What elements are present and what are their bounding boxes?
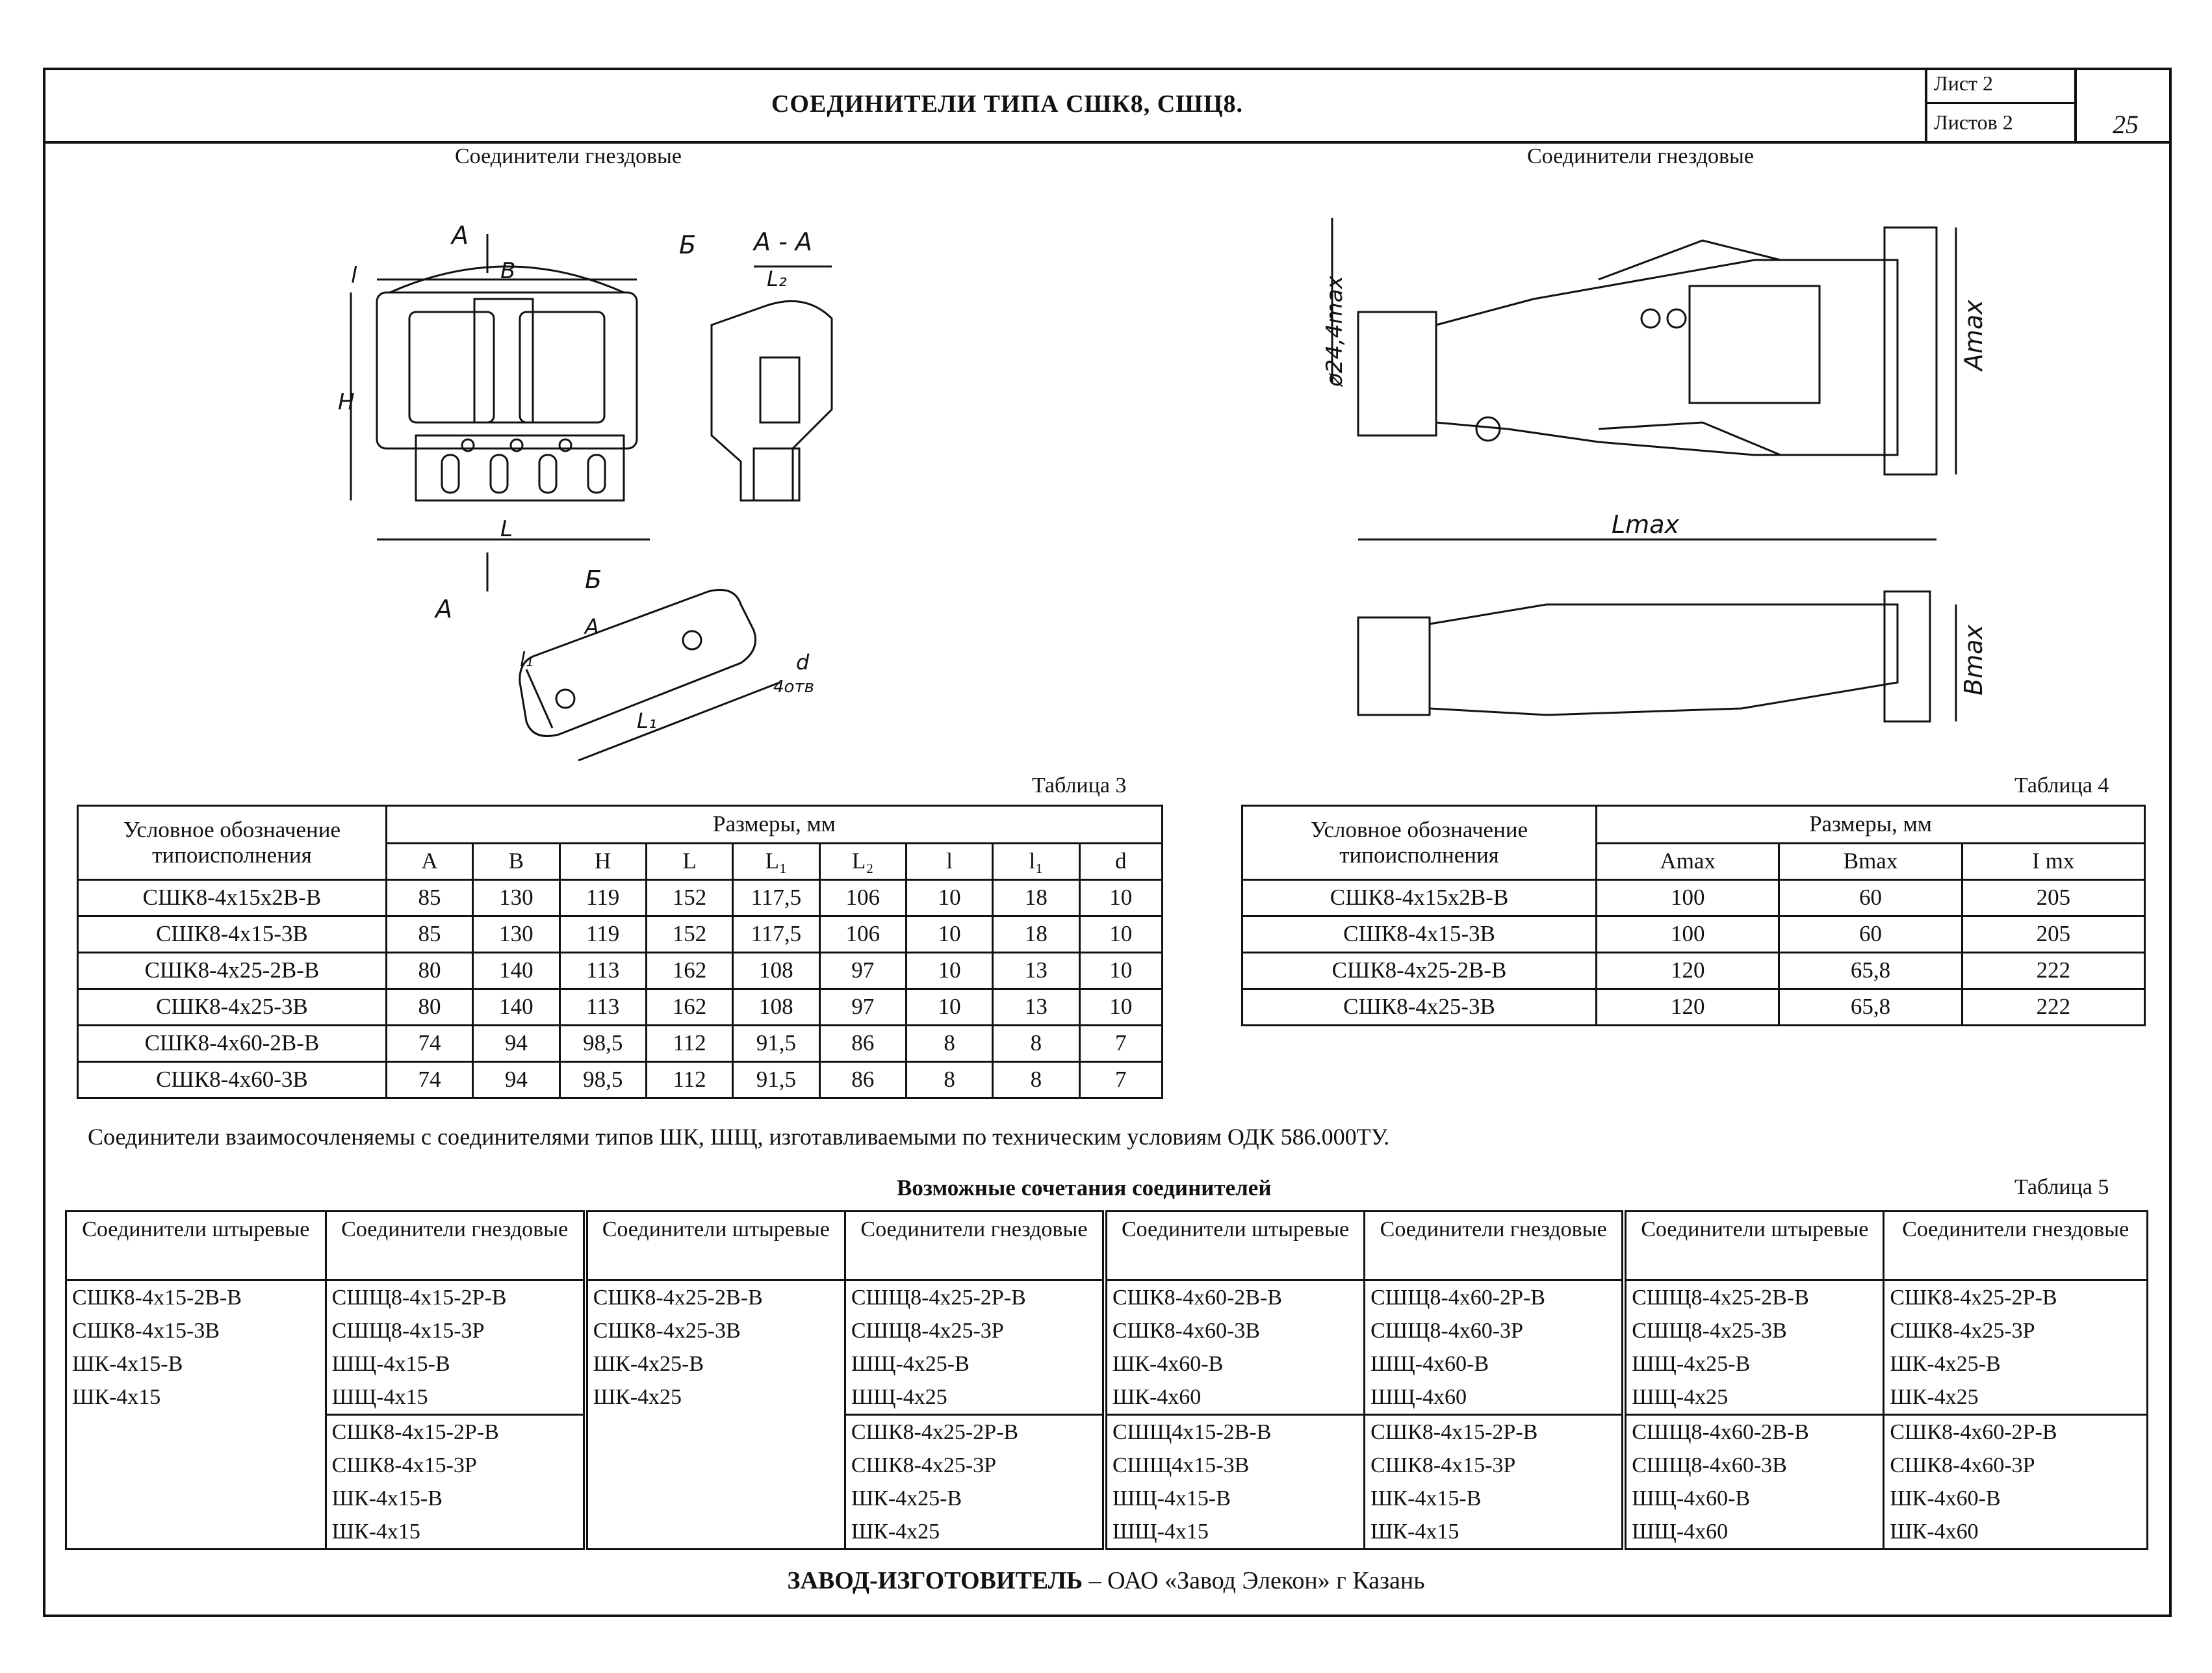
section-contact: [760, 357, 799, 422]
table3: [77, 805, 1163, 1099]
connector-designation: СШК8-4х25-3Р: [1890, 1319, 2035, 1343]
table3-value-cell: 86: [819, 1062, 906, 1098]
footer-dash: –: [1083, 1567, 1108, 1594]
screw-2: [1667, 309, 1686, 328]
connector-designation: СШК8-4х25-3Р: [851, 1453, 997, 1477]
label-diameter: ø24,4max: [1322, 276, 1348, 387]
table3-value-cell: 7: [1079, 1026, 1162, 1062]
table4-value-cell: 65,8: [1779, 953, 1962, 989]
table5-pin-cell: [1105, 1415, 1365, 1550]
section-view-body: [712, 301, 832, 500]
contact-pins: [442, 439, 605, 493]
table3-value-cell: 106: [819, 916, 906, 953]
table3-designation-cell: СШК8-4х60-2В-В: [78, 1026, 387, 1062]
footer-label: ЗАВОД-ИЗГОТОВИТЕЛЬ: [787, 1567, 1083, 1594]
connector-designation: СШК8-4х25-2В-В: [593, 1286, 763, 1310]
connector-designation: ШЩ-4х15-В: [1112, 1486, 1231, 1511]
table3-value-cell: 10: [1079, 880, 1162, 916]
left-figure-caption: Соединители гнездовые: [455, 144, 682, 168]
label-b-arrow: Б: [679, 231, 697, 259]
table4-header-designation: Условное обозначение типоисполнения: [1242, 806, 1597, 880]
label-d-holes: 4отв: [773, 677, 814, 697]
table3-value-cell: 152: [646, 916, 732, 953]
connector-designation: СШЩ8-4х60-3Р: [1370, 1319, 1523, 1343]
dimension-L1: [578, 682, 780, 760]
table3-value-cell: 10: [1079, 989, 1162, 1026]
label-b-view: Б: [585, 565, 602, 594]
mount-hole-left: [556, 690, 574, 708]
table4-designation-cell: СШК8-4х15х2В-В: [1242, 880, 1597, 916]
label-Amax: Аmax: [1959, 300, 1988, 370]
table5-pin-cell: [1105, 1280, 1365, 1415]
sheets-count-label: Листов 2: [1927, 104, 2077, 144]
table3-value-cell: 86: [819, 1026, 906, 1062]
footer-company: ОАО «Завод Элекон» г Казань: [1107, 1567, 1425, 1594]
table3-value-cell: 94: [473, 1062, 559, 1098]
table3-value-cell: 74: [386, 1026, 472, 1062]
table4-designation-cell: СШК8-4х25-2В-В: [1242, 953, 1597, 989]
plug-housing: [1436, 260, 1897, 455]
dimension-l1: [526, 669, 552, 728]
table3-value-cell: 112: [646, 1062, 732, 1098]
connector-designation: СШЩ8-4х15-3Р: [331, 1319, 485, 1343]
table3-value-cell: 85: [386, 916, 472, 953]
label-l: l: [351, 263, 357, 289]
table4-value-cell: 205: [1962, 916, 2144, 953]
table5-header-pin: Соединители штыревые: [1624, 1212, 1884, 1280]
connector-designation: СШК8-4х25-3В: [593, 1319, 741, 1343]
table4-row: [1242, 953, 2145, 989]
table3-header-sizes: Размеры, мм: [386, 806, 1162, 844]
lock-ring: [1476, 417, 1500, 441]
connector-designation: ШЩ-4х15: [331, 1385, 428, 1409]
mount-hole-right: [683, 631, 701, 649]
contact-block: [416, 435, 624, 500]
connector-designation: ШЩ-4х25: [851, 1385, 947, 1409]
label-L2: L₂: [767, 266, 787, 291]
connector-designation: ШЩ-4х25-В: [851, 1352, 970, 1376]
table3-header-designation: Условное обозначение типоисполнения: [78, 806, 387, 880]
table5-header-pin: Соединители штыревые: [1105, 1212, 1365, 1280]
connector-designation: СШК8-4х60-2Р-В: [1890, 1420, 2057, 1444]
table4-value-cell: 120: [1597, 953, 1779, 989]
label-H: Н: [338, 389, 355, 415]
table3-value-cell: 10: [906, 880, 992, 916]
table4-col: Вmax: [1779, 844, 1962, 880]
connector-designation: ШЩ-4х60-В: [1632, 1486, 1751, 1511]
table3-value-cell: 119: [559, 916, 646, 953]
connector-designation: СШК8-4х60-2В-В: [1112, 1286, 1282, 1310]
table5-socket-cell: [1365, 1280, 1625, 1415]
connector-designation: ШЩ-4х15-В: [331, 1352, 450, 1376]
table3-value-cell: 10: [906, 953, 992, 989]
table3-value-cell: 117,5: [733, 916, 819, 953]
table3-value-cell: 10: [1079, 953, 1162, 989]
connector-designation: ШЩ-4х15: [1112, 1520, 1209, 1544]
table4-col: I mx: [1962, 844, 2144, 880]
table5-header-socket: Соединители гнездовые: [1884, 1212, 2148, 1280]
table3-value-cell: 18: [993, 916, 1079, 953]
connector-designation: СШК8-4х25-2Р-В: [1890, 1286, 2057, 1310]
table3-designation-cell: СШК8-4х60-3В: [78, 1062, 387, 1098]
connector-window-left: [409, 312, 494, 422]
label-l1: l₁: [520, 649, 534, 671]
table4-row: [1242, 989, 2145, 1026]
label-Lmax: Lmax: [1612, 510, 1679, 539]
table5-title: Возможные сочетания соединителей: [897, 1175, 1272, 1200]
table3-col: l: [906, 844, 992, 880]
table4-value-cell: 222: [1962, 953, 2144, 989]
table3-value-cell: 10: [906, 916, 992, 953]
connector-designation: ШК-4х60-В: [1890, 1486, 2001, 1511]
table5-socket-cell: [1884, 1280, 2148, 1415]
table3-value-cell: 97: [819, 989, 906, 1026]
table3-row: [78, 880, 1163, 916]
connector-designation: ШК-4х25: [851, 1520, 940, 1544]
right-connector-drawing: [1322, 214, 1995, 760]
table4-row: [1242, 916, 2145, 953]
table3-col: l₁: [993, 844, 1079, 880]
table3-row: [78, 1062, 1163, 1098]
connector-designation: СШЩ8-4х25-2В-В: [1632, 1286, 1809, 1310]
connector-designation: СШЩ8-4х60-2Р-В: [1370, 1286, 1545, 1310]
table3-value-cell: 80: [386, 989, 472, 1026]
connector-designation: ШК-4х25-В: [593, 1352, 704, 1376]
table3-col: d: [1079, 844, 1162, 880]
header-divider: [43, 141, 2172, 144]
table5-socket-cell: [326, 1280, 585, 1550]
table3-value-cell: 13: [993, 989, 1079, 1026]
table3-row: [78, 989, 1163, 1026]
table3-value-cell: 8: [906, 1026, 992, 1062]
table3-value-cell: 13: [993, 953, 1079, 989]
table4-value-cell: 205: [1962, 880, 2144, 916]
connector-designation: СШК8-4х15-3В: [72, 1319, 220, 1343]
connector-designation: СШК8-4х60-3Р: [1890, 1453, 2035, 1477]
table3-value-cell: 162: [646, 953, 732, 989]
table4-value-cell: 222: [1962, 989, 2144, 1026]
table3-value-cell: 91,5: [733, 1026, 819, 1062]
table4-row: [1242, 880, 2145, 916]
compatibility-note: Соединители взаимосочленяемы с соединителями типов ШК, ШЩ, изготавливаемыми по техническим условиям ОДК 586.000ТУ.: [88, 1124, 1390, 1150]
plug-housing-bottom: [1430, 604, 1897, 715]
table3-value-cell: 106: [819, 880, 906, 916]
table5-pin-cell: [66, 1280, 326, 1550]
table3-value-cell: 98,5: [559, 1062, 646, 1098]
table3-col: L₂: [819, 844, 906, 880]
table3-value-cell: 130: [473, 916, 559, 953]
connector-designation: СШЩ8-4х60-3В: [1632, 1453, 1787, 1477]
table4-value-cell: 100: [1597, 916, 1779, 953]
table4-value-cell: 120: [1597, 989, 1779, 1026]
connector-designation: СШК8-4х15-2Р-В: [1370, 1420, 1538, 1444]
table4-value-cell: 65,8: [1779, 989, 1962, 1026]
connector-designation: ШК-4х60-В: [1112, 1352, 1224, 1376]
label-A: А: [585, 614, 599, 639]
table4-value-cell: 60: [1779, 880, 1962, 916]
table3-col: L₁: [733, 844, 819, 880]
connector-designation: ШЩ-4х25-В: [1632, 1352, 1751, 1376]
manufacturer-footer: [0, 1566, 2212, 1595]
connector-designation: ШЩ-4х25: [1632, 1385, 1729, 1409]
connector-designation: ШК-4х15: [72, 1385, 161, 1409]
table3-value-cell: 74: [386, 1062, 472, 1098]
table3-value-cell: 98,5: [559, 1026, 646, 1062]
connector-designation: СШК8-4х15-2В-В: [72, 1286, 242, 1310]
table3-value-cell: 140: [473, 953, 559, 989]
table4-col: Аmax: [1597, 844, 1779, 880]
plug-flange-bottom: [1884, 591, 1930, 721]
connector-designation: ШК-4х15-В: [1370, 1486, 1482, 1511]
table3-value-cell: 10: [906, 989, 992, 1026]
table3-value-cell: 130: [473, 880, 559, 916]
connector-designation: ШК-4х15: [331, 1520, 420, 1544]
table3-value-cell: 108: [733, 953, 819, 989]
table5-pin-cell: [1624, 1415, 1884, 1550]
table3-row: [78, 1026, 1163, 1062]
connector-designation: ШК-4х15-В: [72, 1352, 183, 1376]
table5-row: [66, 1280, 2148, 1415]
label-L: L: [500, 516, 513, 542]
label-Bmax: Вmax: [1959, 625, 1988, 695]
table3-col: L: [646, 844, 732, 880]
table5-header-socket: Соединители гнездовые: [845, 1212, 1105, 1280]
table3-value-cell: 152: [646, 880, 732, 916]
connector-designation: ШЩ-4х60: [1632, 1520, 1729, 1544]
table5-socket-cell: [1365, 1415, 1625, 1550]
connector-designation: ШЩ-4х60-В: [1370, 1352, 1489, 1376]
table5-socket-cell: [1884, 1415, 2148, 1550]
table3-value-cell: 119: [559, 880, 646, 916]
connector-designation: ШК-4х25: [1890, 1385, 1979, 1409]
table3-value-cell: 80: [386, 953, 472, 989]
table3-col: A: [386, 844, 472, 880]
connector-designation: ШЩ-4х60: [1370, 1385, 1467, 1409]
table5-pin-cell: [1624, 1280, 1884, 1415]
connector-designation: ШК-4х15-В: [331, 1486, 443, 1511]
connector-designation: ШК-4х15: [1370, 1520, 1460, 1544]
table3-value-cell: 10: [1079, 916, 1162, 953]
sheet-info-block: [1925, 68, 2172, 144]
label-L1: L₁: [637, 708, 657, 733]
right-figure-caption: Соединители гнездовые: [1527, 144, 1754, 168]
table4-value-cell: 60: [1779, 916, 1962, 953]
table4-value-cell: 100: [1597, 880, 1779, 916]
connector-designation: ШК-4х60: [1112, 1385, 1202, 1409]
table3-value-cell: 162: [646, 989, 732, 1026]
table3-value-cell: 140: [473, 989, 559, 1026]
plug-end-bottom: [1358, 617, 1430, 715]
table3-designation-cell: СШК8-4х15х2В-В: [78, 880, 387, 916]
screw-1: [1641, 309, 1660, 328]
connector-designation: СШЩ8-4х25-3В: [1632, 1319, 1787, 1343]
table3-value-cell: 91,5: [733, 1062, 819, 1098]
connector-designation: ШК-4х25: [593, 1385, 682, 1409]
connector-designation: СШК8-4х15-3Р: [331, 1453, 477, 1477]
table3-designation-cell: СШК8-4х25-3В: [78, 989, 387, 1026]
connector-designation: СШЩ8-4х60-2В-В: [1632, 1420, 1809, 1444]
table3-designation-cell: СШК8-4х25-2В-В: [78, 953, 387, 989]
connector-designation: СШЩ8-4х25-3Р: [851, 1319, 1004, 1343]
plug-end: [1358, 312, 1436, 435]
table3-row: [78, 916, 1163, 953]
table3-value-cell: 8: [906, 1062, 992, 1098]
table5-header-socket: Соединители гнездовые: [1365, 1212, 1625, 1280]
table3-value-cell: 113: [559, 953, 646, 989]
connector-designation: СШК8-4х15-3Р: [1370, 1453, 1516, 1477]
table4-caption: Таблица 4: [2014, 773, 2109, 798]
label-a-top: А: [452, 221, 469, 250]
table4-header-sizes: Размеры, мм: [1597, 806, 2145, 844]
table5-pin-cell: [585, 1280, 845, 1550]
table3-value-cell: 113: [559, 989, 646, 1026]
page-title: СОЕДИНИТЕЛИ ТИПА СШК8, СШЦ8.: [771, 90, 1244, 118]
table3-caption: Таблица 3: [1032, 773, 1127, 798]
table5-socket-cell: [845, 1280, 1105, 1550]
table3-value-cell: 112: [646, 1026, 732, 1062]
connector-designation: СШЩ4х15-2В-В: [1112, 1420, 1272, 1444]
table5-header-pin: Соединители штыревые: [585, 1212, 845, 1280]
table5-caption: Таблица 5: [2014, 1175, 2109, 1199]
table4-designation-cell: СШК8-4х15-3В: [1242, 916, 1597, 953]
connector-designation: СШК8-4х60-3В: [1112, 1319, 1260, 1343]
table3-col: H: [559, 844, 646, 880]
table4: [1241, 805, 2146, 1026]
connector-body-front: [377, 292, 637, 448]
connector-center-block: [474, 299, 533, 422]
table3-value-cell: 8: [993, 1062, 1079, 1098]
table3-value-cell: 8: [993, 1026, 1079, 1062]
table3-col: B: [473, 844, 559, 880]
connector-designation: СШЩ8-4х25-2Р-В: [851, 1286, 1026, 1310]
label-d: d: [796, 650, 810, 675]
plug-flange: [1884, 227, 1936, 474]
page-number: 25: [2113, 110, 2139, 139]
table3-value-cell: 18: [993, 880, 1079, 916]
table3-value-cell: 97: [819, 953, 906, 989]
table3-value-cell: 117,5: [733, 880, 819, 916]
table3-value-cell: 108: [733, 989, 819, 1026]
connector-designation: ШК-4х25-В: [851, 1486, 962, 1511]
connector-designation: СШК8-4х15-2Р-В: [327, 1414, 583, 1449]
table3-value-cell: 85: [386, 880, 472, 916]
table5: [65, 1210, 2148, 1550]
connector-designation: СШК8-4х25-2Р-В: [846, 1414, 1102, 1449]
connector-designation: ШК-4х60: [1890, 1520, 1979, 1544]
label-a-bottom: А: [435, 595, 452, 623]
table3-row: [78, 953, 1163, 989]
table5-header-socket: Соединители гнездовые: [326, 1212, 585, 1280]
contact-insert: [1690, 286, 1820, 403]
table3-value-cell: 94: [473, 1026, 559, 1062]
sheet-label: Лист 2: [1927, 68, 2077, 104]
table4-designation-cell: СШК8-4х25-3В: [1242, 989, 1597, 1026]
table3-value-cell: 7: [1079, 1062, 1162, 1098]
table3-designation-cell: СШК8-4х15-3В: [78, 916, 387, 953]
label-B: В: [500, 258, 516, 284]
left-connector-drawing: [338, 214, 910, 799]
table5-header-pin: Соединители штыревые: [66, 1212, 326, 1280]
label-section: А - А: [754, 227, 812, 256]
connector-designation: СШЩ4х15-3В: [1112, 1453, 1250, 1477]
connector-designation: ШК-4х25-В: [1890, 1352, 2001, 1376]
connector-designation: СШЩ8-4х15-2Р-В: [331, 1286, 507, 1310]
